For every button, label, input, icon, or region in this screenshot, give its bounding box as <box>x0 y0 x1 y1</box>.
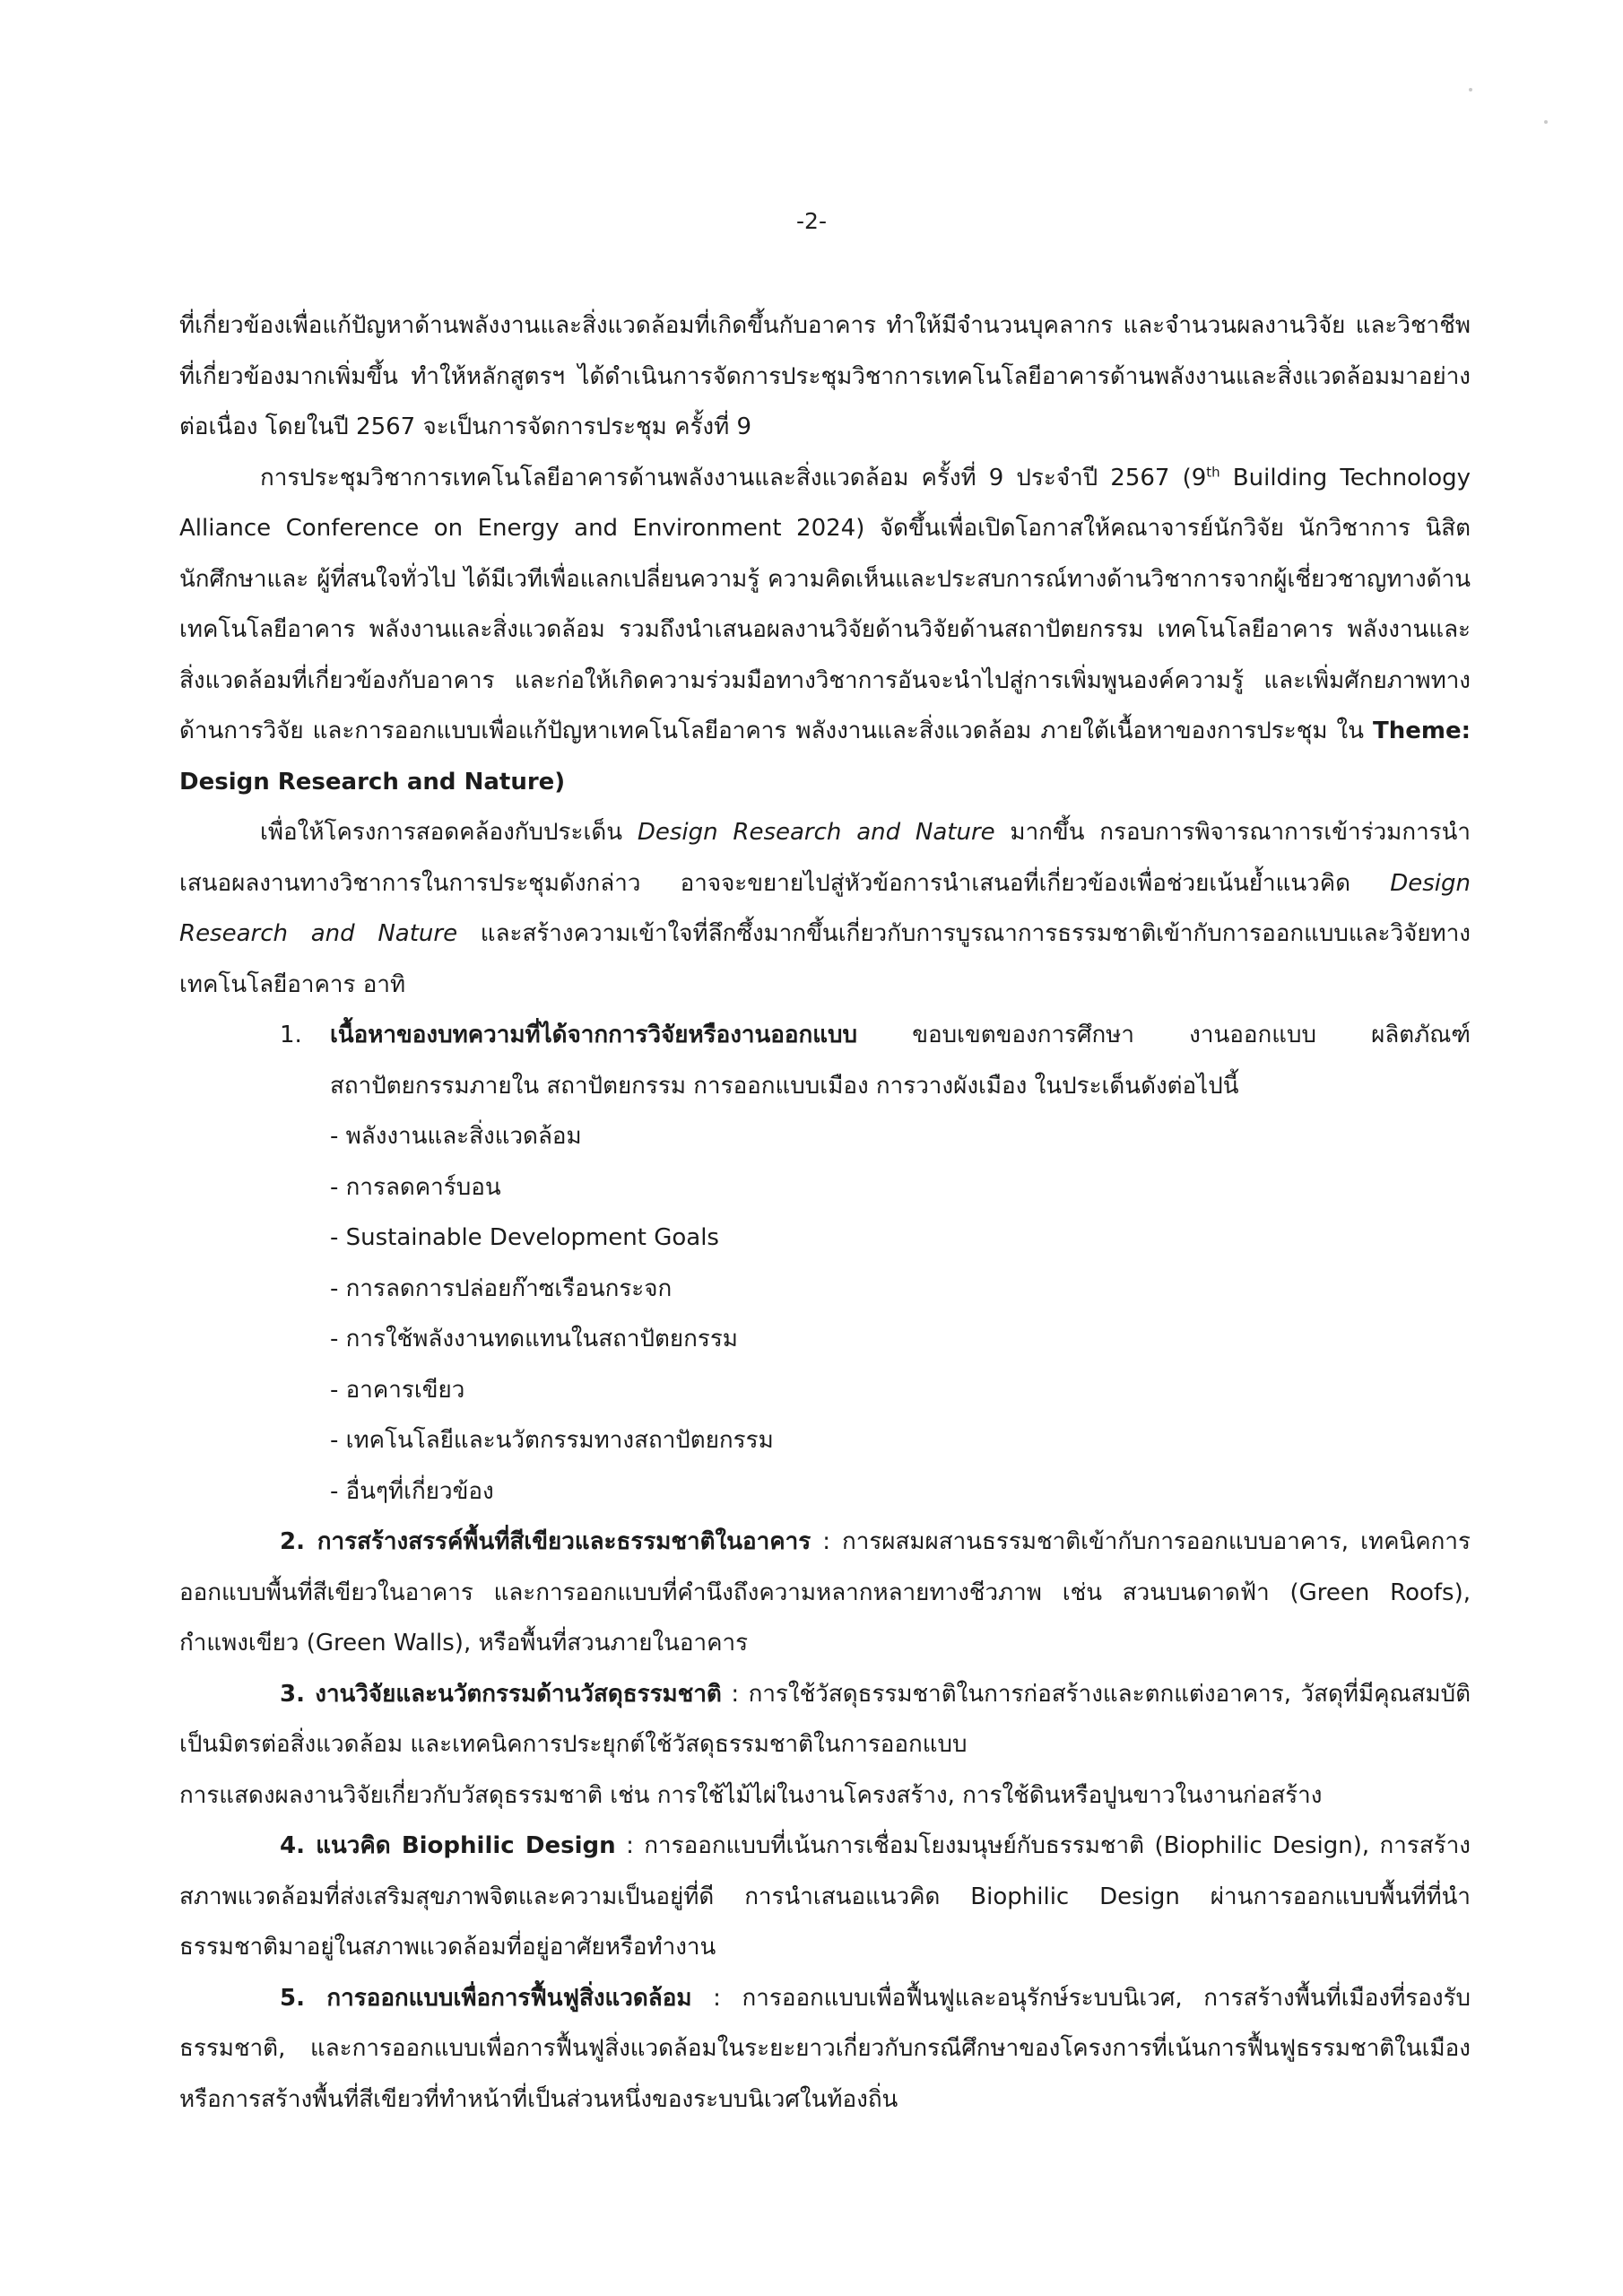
topic-1-description <box>330 1010 1471 1111</box>
scope-text-2: มากขึ้น กรอบการพิจารณาการเข้าร่วมการนำเสนอผลงานทางวิชาการในการประชุมดังกล่าว อาจจะขยายไปสู่หัวข้อการนำเสนอที่เกี่ยวข้องเพื่อช่วยเน้นย้ำแนวคิด <box>179 819 1471 897</box>
list-item: - Sustainable Development Goals <box>330 1224 719 1251</box>
scan-speck <box>1469 88 1472 91</box>
list-item: - การลดการปล่อยก๊าซเรือนกระจก <box>330 1274 673 1302</box>
conference-intro-text-cont: Building Technology Alliance Conference on Energy and Environment 2024) จัดขึ้นเพื่อเปิดโอกาสให้คณาจารย์นักวิจัย นักวิชาการ นิสิต นักศึกษาและ ผู้ที่สนใจทั่วไป ได้มีเวทีเพื่อแลกเปลี่ยนความรู้ ความคิดเห็นและประสบการณ์ทางด้านวิชาการจากผู้เชี่ยวชาญทางด้านเทคโนโลยีอาคาร พลังงานและสิ่งแวดล้อม รวมถึงนำเสนอผลงานวิจัยด้านวิจัยด้านสถาปัตยกรรม เทคโนโลยีอาคาร พลังงานและสิ่งแวดล้อมที่เกี่ยวข้องกับอาคาร และก่อให้เกิดความร่วมมือทางวิชาการอันจะนำไปสู่การเพิ่มพูนองค์ความรู้ และเพิ่มศักยภาพทางด้านการวิจัย และการออกแบบเพื่อแก้ปัญหาเทคโนโลยีอาคาร พลังงานและสิ่งแวดล้อม ภายใต้เนื้อหาของการประชุม ใน <box>179 464 1471 744</box>
topic-5 <box>179 1973 1471 2126</box>
list-item: - การลดคาร์บอน <box>330 1173 501 1201</box>
list-item: - อาคารเขียว <box>330 1376 465 1404</box>
topic-3-text: : การใช้วัสดุธรรมชาติในการก่อสร้างและตกแต่งอาคาร, วัสดุที่มีคุณสมบัติเป็นมิตรต่อสิ่งแวดล้อม และเทคนิคการประยุกต์ใช้วัสดุธรรมชาติในการออกแบบ <box>179 1680 1471 1758</box>
topic-3 <box>179 1669 1471 1770</box>
list-item: - เทคโนโลยีและนวัตกรรมทางสถาปัตยกรรม <box>330 1427 774 1454</box>
paragraph-continuation: ที่เกี่ยวข้องเพื่อแก้ปัญหาด้านพลังงานและสิ่งแวดล้อมที่เกิดขึ้นกับอาคาร ทำให้มีจำนวนบุคลากร และจำนวนผลงานวิจัย และวิชาชีพที่เกี่ยวข้องมากเพิ่มขึ้น ทำให้หลักสูตรฯ ได้ดำเนินการจัดการประชุมวิชาการเทคโนโลยีอาคารด้านพลังงานและสิ่งแวดล้อมมาอย่างต่อเนื่อง โดยในปี 2567 จะเป็นการจัดการประชุม ครั้งที่ 9 <box>179 312 1471 440</box>
document-body <box>179 300 1471 2125</box>
list-item: - อื่นๆที่เกี่ยวข้อง <box>330 1477 494 1505</box>
theme-name-italic: Design Research and Nature <box>637 819 995 846</box>
conference-intro-text: การประชุมวิชาการเทคโนโลยีอาคารด้านพลังงานและสิ่งแวดล้อม ครั้งที่ 9 ประจำปี 2567 (9 <box>260 464 1207 491</box>
theme-name-italic: Design Research and Nature <box>179 869 1471 947</box>
topic-2-title: 2. การสร้างสรรค์พื้นที่สีเขียวและธรรมชาติในอาคาร <box>280 1528 812 1555</box>
scope-text-3: และสร้างความเข้าใจที่ลึกซึ้งมากขึ้นเกี่ยวกับการบูรณาการธรรมชาติเข้ากับการออกแบบและวิจัยทางเทคโนโลยีอาคาร อาทิ <box>179 920 1471 998</box>
topic-4-title: 4. แนวคิด Biophilic Design <box>280 1832 616 1859</box>
topic-2 <box>179 1517 1471 1669</box>
topic-1-sublist <box>179 1111 1471 1517</box>
paragraph-scope <box>179 807 1471 1010</box>
page-number: -2- <box>796 208 827 234</box>
topic-1-text: ขอบเขตของการศึกษา งานออกแบบ ผลิตภัณฑ์ สถาปัตยกรรมภายใน สถาปัตยกรรม การออกแบบเมือง การวางผังเมือง ในประเด็นดังต่อไปนี้ <box>330 1022 1471 1100</box>
topic-5-title: 5. การออกแบบเพื่อการฟื้นฟูสิ่งแวดล้อม <box>280 1984 692 2012</box>
scan-speck <box>1544 120 1548 124</box>
ordinal-superscript: th <box>1206 463 1220 480</box>
topic-3-title: 3. งานวิจัยและนวัตกรรมด้านวัสดุธรรมชาติ <box>280 1680 722 1708</box>
topic-4 <box>179 1821 1471 1973</box>
topic-1-title: เนื้อหาของบทความที่ได้จากการวิจัยหรืองานออกแบบ <box>330 1022 858 1048</box>
topic-1 <box>179 1010 1471 1111</box>
scope-text-1: เพื่อให้โครงการสอดคล้องกับประเด็น <box>260 819 638 846</box>
topic-5-text: : การออกแบบเพื่อฟื้นฟูและอนุรักษ์ระบบนิเวศ, การสร้างพื้นที่เมืองที่รองรับธรรมชาติ, และการออกแบบเพื่อการฟื้นฟูสิ่งแวดล้อมในระยะยาวเกี่ยวกับกรณีศึกษาของโครงการที่เน้นการฟื้นฟูธรรมชาติในเมือง หรือการสร้างพื้นที่สีเขียวที่ทำหน้าที่เป็นส่วนหนึ่งของระบบนิเวศในท้องถิ่น <box>179 1984 1471 2113</box>
paragraph-conference-intro <box>179 453 1471 808</box>
topic-2-text: : การผสมผสานธรรมชาติเข้ากับการออกแบบอาคาร, เทคนิคการออกแบบพื้นที่สีเขียวในอาคาร และการออกแบบที่คำนึงถึงความหลากหลายทางชีวภาพ เช่น สวนบนดาดฟ้า (Green Roofs), กำแพงเขียว (Green Walls), หรือพื้นที่สวนภายในอาคาร <box>179 1528 1471 1657</box>
topic-3-extra: การแสดงผลงานวิจัยเกี่ยวกับวัสดุธรรมชาติ เช่น การใช้ไม้ไผ่ในงานโครงสร้าง, การใช้ดินหรือปูนขาวในงานก่อสร้าง <box>179 1781 1323 1809</box>
topic-1-number: 1. <box>280 1022 302 1048</box>
list-item: - พลังงานและสิ่งแวดล้อม <box>330 1123 582 1150</box>
topic-4-text: : การออกแบบที่เน้นการเชื่อมโยงมนุษย์กับธรรมชาติ (Biophilic Design), การสร้างสภาพแวดล้อมที่ส่งเสริมสุขภาพจิตและความเป็นอยู่ที่ดี การนำเสนอแนวคิด Biophilic Design ผ่านการออกแบบพื้นที่ที่นำธรรมชาติมาอยู่ในสภาพแวดล้อมที่อยู่อาศัยหรือทำงาน <box>179 1832 1471 1961</box>
conference-theme: Theme: Design Research and Nature) <box>179 718 1471 796</box>
list-item: - การใช้พลังงานทดแทนในสถาปัตยกรรม <box>330 1326 738 1352</box>
